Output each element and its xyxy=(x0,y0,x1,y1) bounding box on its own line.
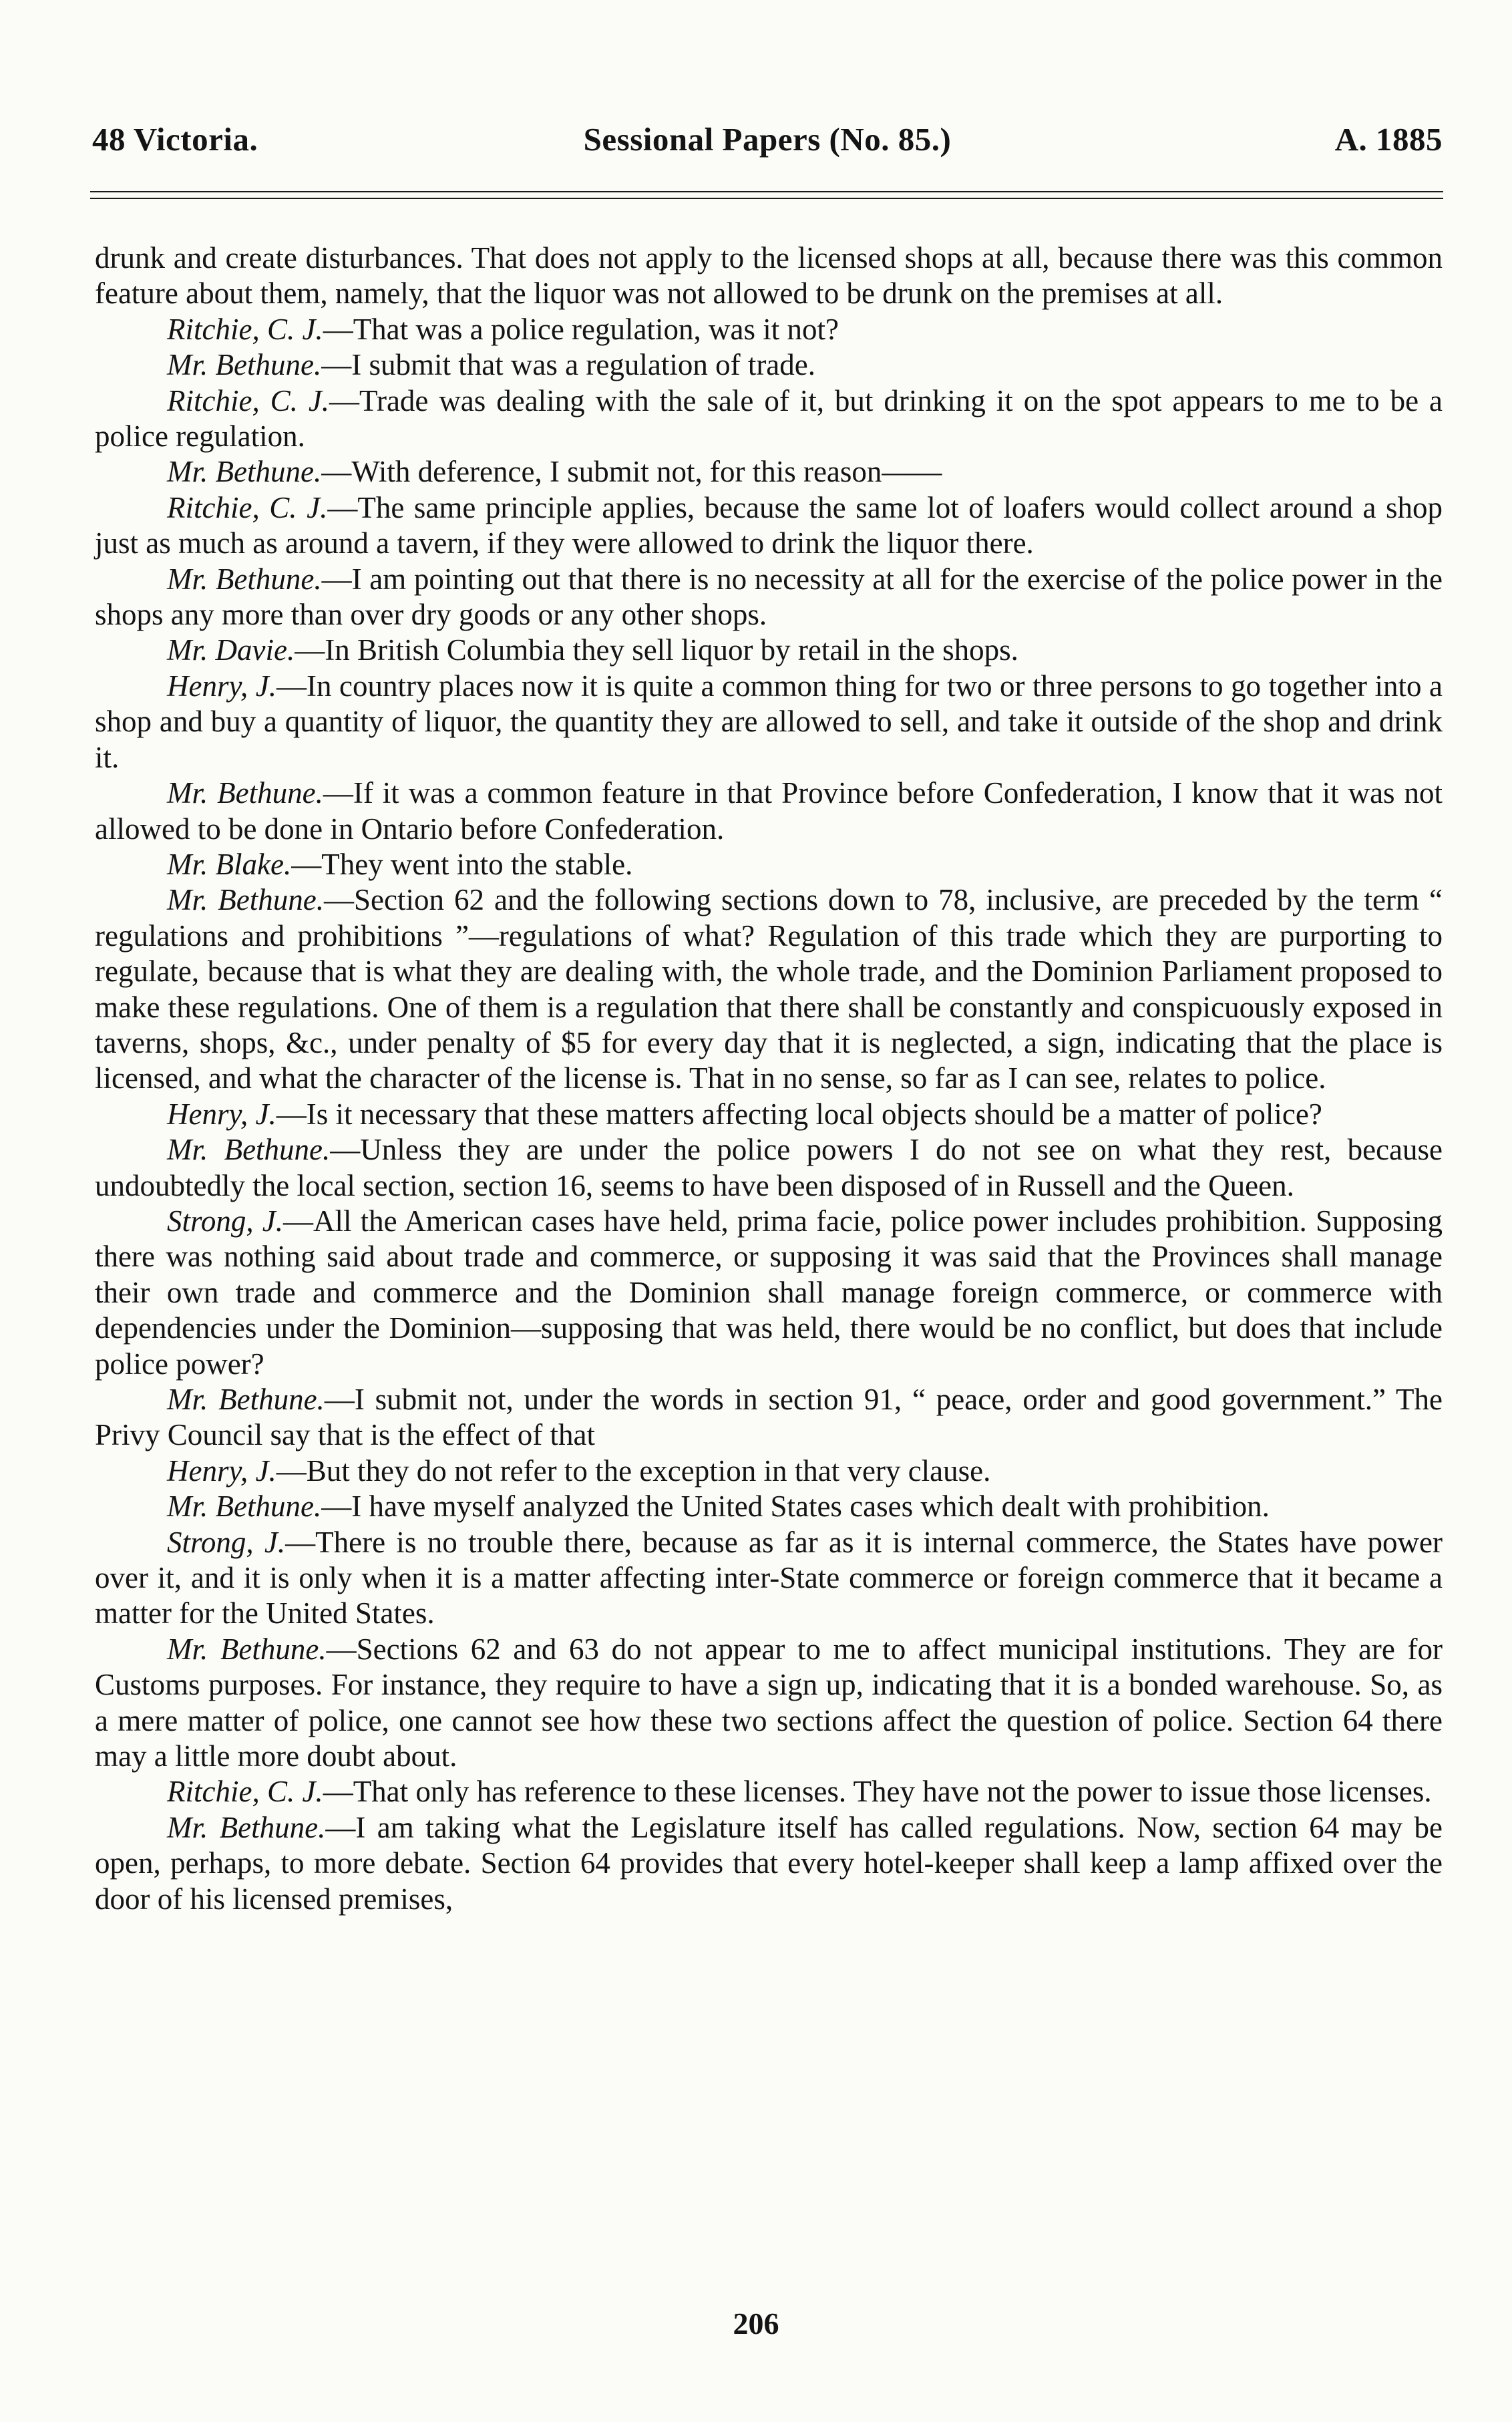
paragraph-text: —But they do not refer to the exception in that very clause. xyxy=(276,1453,991,1488)
paragraph xyxy=(95,562,1443,633)
paragraph-text: —In British Columbia they sell liquor by retail in the shops. xyxy=(295,633,1018,667)
paragraph xyxy=(95,1774,1443,1809)
paragraph xyxy=(95,490,1443,562)
speaker-name: Mr. Bethune. xyxy=(167,1632,327,1666)
speaker-name: Mr. Bethune. xyxy=(167,455,322,489)
header-rule-top xyxy=(90,191,1443,192)
speaker-name: Ritchie, C. J. xyxy=(167,490,328,524)
speaker-name: Mr. Bethune. xyxy=(167,1490,322,1524)
paragraph xyxy=(95,1489,1443,1524)
paragraph-text: —That only has reference to these licenses. They have not the power to issue those licenses. xyxy=(323,1775,1432,1809)
speaker-name: Mr. Bethune. xyxy=(167,1383,325,1416)
paragraph-text: —The same principle applies, because the same lot of loafers would collect around a shop just as much as around a tavern, if they were allowed to drink the liquor there. xyxy=(95,490,1443,560)
paragraph-text: —Is it necessary that these matters affecting local objects should be a matter of police? xyxy=(276,1097,1322,1131)
paragraph-text: —Unless they are under the police powers I do not see on what they rest, because undoubtedly the local section, section 16, seems to have been disposed of in Russell and the Queen. xyxy=(95,1133,1443,1202)
paragraph-text: —In country places now it is quite a common thing for two or three persons to go together into a shop and buy a quantity of liquor, the quantity they are allowed to sell, and take it outside of the shop and drink it. xyxy=(95,669,1443,774)
paragraph-text: —They went into the stable. xyxy=(291,847,633,881)
paragraph xyxy=(95,775,1443,847)
paragraph xyxy=(95,240,1443,312)
speaker-name: Mr. Bethune. xyxy=(167,562,322,596)
paragraph xyxy=(95,847,1443,882)
speaker-name: Mr. Bethune. xyxy=(167,776,323,810)
paragraph xyxy=(95,383,1443,455)
header-year: A. 1885 xyxy=(1334,121,1443,158)
speaker-name: Strong, J. xyxy=(167,1525,286,1559)
paragraph xyxy=(95,312,1443,347)
paragraph xyxy=(95,882,1443,1096)
paragraph-text: —If it was a common feature in that Province before Confederation, I know that it was not allowed to be done in Ontario before Confederation. xyxy=(95,776,1443,846)
paragraph-text: —Section 62 and the following sections down to 78, inclusive, are preceded by the term “ regulations and prohibitions ”—regulations of what? Regulation of this trade which they are purporting to regulate, because that is what they are dealing with, the whole trade, and the Dominion Parliament proposed to make these regulations. One of them is a regulation that there shall be constantly and conspicuously exposed in taverns, shops, &c., under penalty of $5 for every day that it is neglected, a sign, indicating that the place is licensed, and what the character of the license is. That in no sense, so far as I can see, relates to police. xyxy=(95,883,1443,1095)
speaker-name: Ritchie, C. J. xyxy=(167,383,330,417)
speaker-name: Mr. Davie. xyxy=(167,633,295,667)
paragraph xyxy=(95,1204,1443,1382)
speaker-name: Mr. Blake. xyxy=(167,847,292,881)
paragraph-text: —I am pointing out that there is no necessity at all for the exercise of the police power in the shops any more than over dry goods or any other shops. xyxy=(95,562,1443,632)
speaker-name: Henry, J. xyxy=(167,1453,276,1488)
header-volume: 48 Victoria. xyxy=(92,121,258,158)
paragraph-text: —All the American cases have held, prima facie, police power includes prohibition. Supposing there was nothing said about trade and commerce, or supposing it was said that the Provinces shall manage their own trade and commerce and the Dominion shall manage foreign commerce, or commerce with dependencies under the Dominion—supposing that was held, there would be no conflict, but does that include police power? xyxy=(95,1204,1443,1381)
paragraph-text: —I have myself analyzed the United States cases which dealt with prohibition. xyxy=(321,1490,1270,1524)
speaker-name: Ritchie, C. J. xyxy=(167,312,323,346)
paragraph xyxy=(95,633,1443,668)
paragraph xyxy=(95,1453,1443,1489)
paragraph-text: —Sections 62 and 63 do not appear to me to affect municipal institutions. They are for Customs purposes. For instance, they require to have a sign up, indicating that it is a bonded warehouse. So, as a mere matter of police, one cannot see how these two sections affect the question of police. Section 64 there may a little more doubt about. xyxy=(95,1632,1443,1773)
paragraph-text: —With deference, I submit not, for this reason—— xyxy=(321,455,942,489)
speaker-name: Mr. Bethune. xyxy=(167,348,322,382)
speaker-name: Mr. Bethune. xyxy=(167,883,324,917)
paragraph-text: —I am taking what the Legislature itself has called regulations. Now, section 64 may be open, perhaps, to more debate. Section 64 provides that every hotel-keeper shall keep a lamp affixed over the door of his licensed premises, xyxy=(95,1810,1443,1916)
paragraph-text: —There is no trouble there, because as far as it is internal commerce, the States have power over it, and it is only when it is a matter affecting inter-State commerce or foreign commerce that it became a matter for the United States. xyxy=(95,1525,1443,1630)
paragraph xyxy=(95,669,1443,775)
paragraph-text: drunk and create disturbances. That does not apply to the licensed shops at all, because there was this common feature about them, namely, that the liquor was not allowed to be drunk on the premises at all. xyxy=(95,241,1443,311)
paragraph xyxy=(95,1525,1443,1632)
speaker-name: Strong, J. xyxy=(167,1204,283,1238)
paragraph xyxy=(95,347,1443,383)
running-header xyxy=(92,120,1443,174)
header-title: Sessional Papers (No. 85.) xyxy=(583,121,952,158)
paragraph xyxy=(95,1810,1443,1917)
paragraph xyxy=(95,1097,1443,1132)
speaker-name: Henry, J. xyxy=(167,669,276,703)
paragraph xyxy=(95,1632,1443,1775)
paragraph-text: —Trade was dealing with the sale of it, but drinking it on the spot appears to me to be a police regulation. xyxy=(95,383,1443,454)
speaker-name: Mr. Bethune. xyxy=(167,1810,326,1844)
paragraph xyxy=(95,454,1443,490)
header-rule-bottom xyxy=(90,198,1443,199)
paragraph xyxy=(95,1382,1443,1453)
paragraph xyxy=(95,1132,1443,1204)
paragraph-text: —I submit not, under the words in section 91, “ peace, order and good government.” The Privy Council say that is the effect of that xyxy=(95,1383,1443,1452)
speaker-name: Ritchie, C. J. xyxy=(167,1775,323,1809)
paragraph-text: —That was a police regulation, was it not? xyxy=(323,312,839,346)
speaker-name: Henry, J. xyxy=(167,1097,276,1131)
paragraph-text: —I submit that was a regulation of trade. xyxy=(321,348,816,382)
speaker-name: Mr. Bethune. xyxy=(167,1133,331,1167)
page-number: 206 xyxy=(733,2306,779,2341)
body-text xyxy=(95,240,1443,1917)
